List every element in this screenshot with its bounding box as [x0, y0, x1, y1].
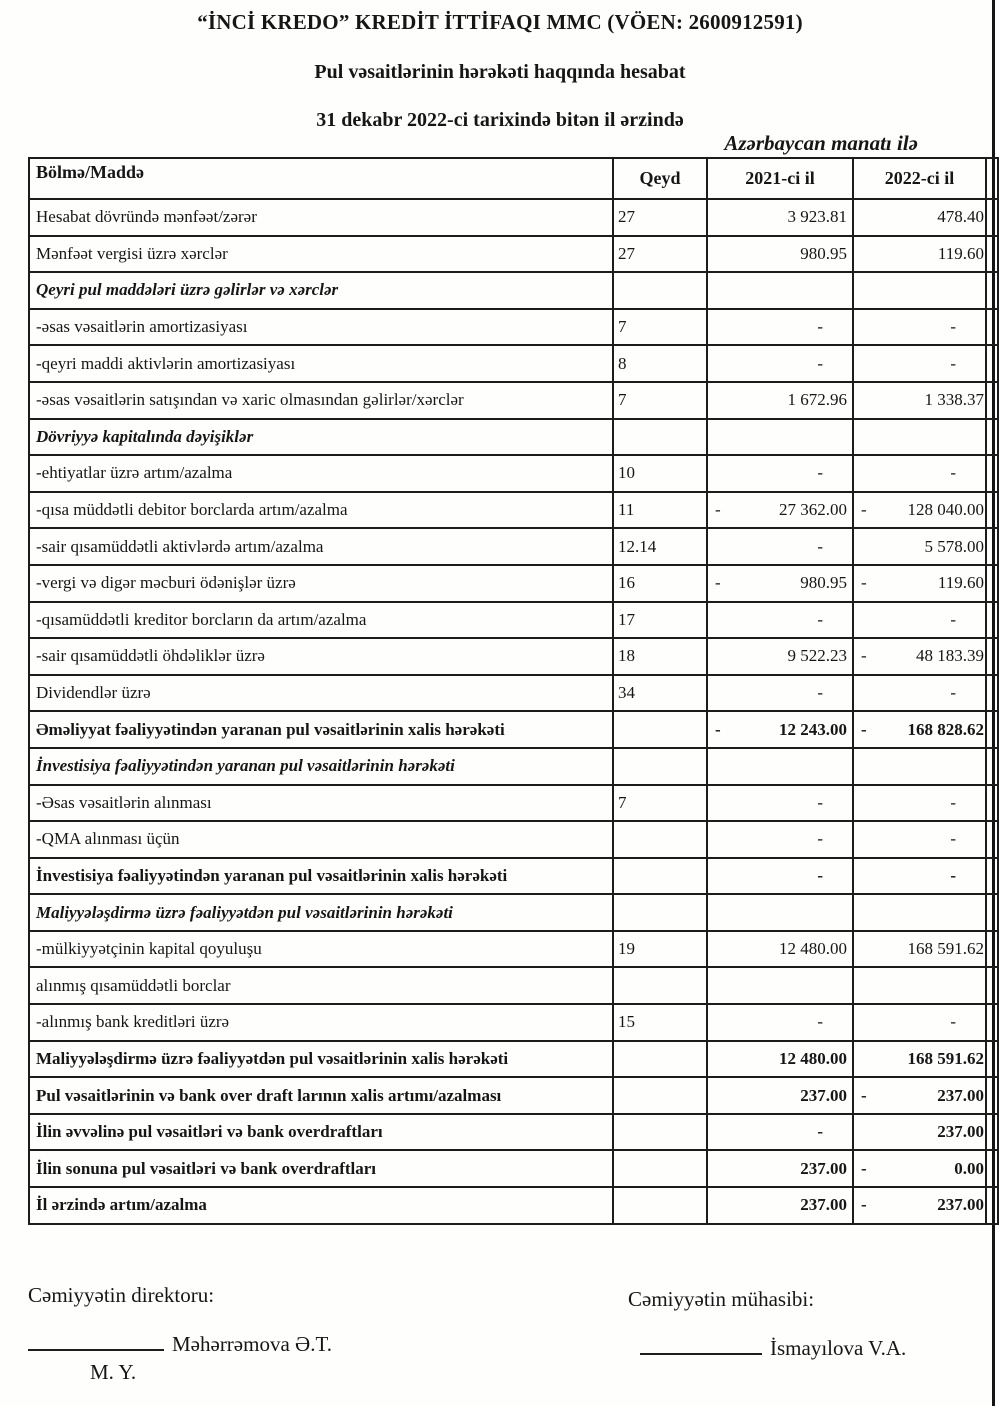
cell-value: 237.00 [800, 1085, 847, 1105]
note-cell: 11 [613, 492, 707, 529]
table-row [29, 967, 998, 1004]
value-2022-cell [853, 1187, 986, 1224]
value-2022-cell [853, 675, 986, 712]
cell-value: - [950, 1012, 956, 1032]
value-2021-cell [707, 858, 853, 895]
note-cell: 19 [613, 931, 707, 968]
director-signature-line [28, 1349, 164, 1351]
scan-sliver-cell [986, 1041, 998, 1078]
negative-sign: - [861, 500, 867, 520]
column-header-2022: 2022-ci il [853, 158, 986, 199]
negative-sign: - [715, 500, 721, 520]
row-label-cell: Qeyri pul maddələri üzrə gəlirlər və xərclər [29, 272, 613, 309]
scan-sliver-cell [986, 382, 998, 419]
value-2022-cell [853, 528, 986, 565]
value-2021-cell [707, 492, 853, 529]
note-cell [613, 858, 707, 895]
value-2022-cell [853, 1077, 986, 1114]
scan-sliver-cell [986, 675, 998, 712]
note-cell: 7 [613, 785, 707, 822]
table-row [29, 711, 998, 748]
table-row [29, 931, 998, 968]
value-2022-cell [853, 419, 986, 456]
row-label-cell: -qısa müddətli debitor borclarda artım/azalma [29, 492, 613, 529]
report-period: 31 dekabr 2022-ci tarixində bitən il ərzində [316, 109, 684, 131]
currency-note: Azərbaycan manatı ilə [724, 131, 918, 155]
note-cell [613, 272, 707, 309]
row-label-cell: -QMA alınması üçün [29, 821, 613, 858]
scan-sliver-cell [986, 967, 998, 1004]
negative-sign: - [861, 573, 867, 593]
row-label-cell: -qısamüddətli kreditor borcların da artım/azalma [29, 602, 613, 639]
value-2022-cell [853, 967, 986, 1004]
row-label-cell: İl ərzində artım/azalma [29, 1187, 613, 1224]
row-label-cell: -əsas vəsaitlərin satışından və xaric olmasından gəlirlər/xərclər [29, 382, 613, 419]
value-2022-cell [853, 345, 986, 382]
column-header-note: Qeyd [613, 158, 707, 199]
value-2022-cell [853, 602, 986, 639]
value-2021-cell [707, 565, 853, 602]
scan-sliver-cell [986, 492, 998, 529]
note-cell: 7 [613, 309, 707, 346]
column-header-section: Bölmə/Maddə [29, 158, 613, 199]
note-cell: 8 [613, 345, 707, 382]
table-row [29, 565, 998, 602]
value-2022-cell [853, 711, 986, 748]
value-2021-cell [707, 1041, 853, 1078]
value-2021-cell [707, 1077, 853, 1114]
note-cell: 10 [613, 455, 707, 492]
scan-sliver-cell [986, 272, 998, 309]
cell-value: - [817, 792, 823, 812]
value-2022-cell [853, 931, 986, 968]
table-row [29, 858, 998, 895]
note-cell [613, 748, 707, 785]
scan-sliver-cell [986, 199, 998, 236]
negative-sign: - [861, 719, 867, 739]
value-2021-cell [707, 1187, 853, 1224]
director-name: Məhərrəmova Ə.T. [172, 1332, 332, 1356]
cell-value: - [817, 463, 823, 483]
cell-value: - [950, 609, 956, 629]
row-label-cell: Hesabat dövründə mənfəət/zərər [29, 199, 613, 236]
note-cell [613, 711, 707, 748]
accountant-signature-line [640, 1353, 762, 1355]
scan-sliver-cell [986, 455, 998, 492]
cell-value: - [817, 609, 823, 629]
cash-flow-table [28, 157, 999, 1225]
cell-value: - [950, 865, 956, 885]
scan-sliver-cell [986, 565, 998, 602]
value-2021-cell [707, 272, 853, 309]
cell-value: 1 338.37 [924, 390, 984, 410]
value-2021-cell [707, 894, 853, 931]
row-label-cell: Maliyyələşdirmə üzrə fəaliyyətdən pul vəsaitlərinin hərəkəti [29, 894, 613, 931]
cell-value: 12 480.00 [779, 1048, 847, 1068]
value-2022-cell [853, 894, 986, 931]
cell-value: - [817, 1012, 823, 1032]
scan-sliver-column [986, 158, 998, 199]
cell-value: - [950, 463, 956, 483]
row-label-cell: -sair qısamüddətli öhdəliklər üzrə [29, 638, 613, 675]
cell-value: 128 040.00 [907, 500, 984, 520]
cell-value: - [817, 317, 823, 337]
value-2022-cell [853, 199, 986, 236]
cell-value: - [817, 829, 823, 849]
cell-value: - [817, 353, 823, 373]
value-2022-cell [853, 748, 986, 785]
cell-value: - [950, 829, 956, 849]
cell-value: - [817, 683, 823, 703]
row-label-cell: -alınmış bank kreditləri üzrə [29, 1004, 613, 1041]
negative-sign: - [861, 1195, 867, 1215]
negative-sign: - [861, 1158, 867, 1178]
table-row [29, 602, 998, 639]
note-cell [613, 419, 707, 456]
cell-value: 168 591.62 [907, 1048, 984, 1068]
value-2022-cell [853, 638, 986, 675]
value-2022-cell [853, 455, 986, 492]
value-2021-cell [707, 1150, 853, 1187]
row-label-cell: -əsas vəsaitlərin amortizasiyası [29, 309, 613, 346]
accountant-label: Cəmiyyətin mühasibi: [628, 1287, 815, 1311]
value-2021-cell [707, 528, 853, 565]
accountant-signature-row [640, 1336, 906, 1361]
table-row [29, 1004, 998, 1041]
cell-value: 12 480.00 [779, 939, 847, 959]
value-2022-cell [853, 1114, 986, 1151]
cell-value: 478.40 [937, 207, 984, 227]
value-2021-cell [707, 382, 853, 419]
value-2022-cell [853, 785, 986, 822]
row-label-cell: Dövriyyə kapitalında dəyişiklər [29, 419, 613, 456]
value-2022-cell [853, 565, 986, 602]
cell-value: 237.00 [937, 1122, 984, 1142]
cell-value: - [817, 865, 823, 885]
note-cell: 16 [613, 565, 707, 602]
cell-value: 0.00 [954, 1158, 984, 1178]
cell-value: 237.00 [800, 1158, 847, 1178]
cell-value: 9 522.23 [787, 646, 847, 666]
value-2021-cell [707, 748, 853, 785]
note-cell [613, 821, 707, 858]
negative-sign: - [715, 719, 721, 739]
cell-value: 237.00 [937, 1085, 984, 1105]
note-cell: 7 [613, 382, 707, 419]
table-row [29, 1041, 998, 1078]
scan-sliver-cell [986, 236, 998, 273]
cell-value: 237.00 [800, 1195, 847, 1215]
row-label-cell: Pul vəsaitlərinin və bank over draft larının xalis artımı/azalması [29, 1077, 613, 1114]
note-cell: 12.14 [613, 528, 707, 565]
cell-value: 1 672.96 [787, 390, 847, 410]
note-cell [613, 1187, 707, 1224]
cell-value: 5 578.00 [924, 536, 984, 556]
note-cell: 15 [613, 1004, 707, 1041]
value-2021-cell [707, 199, 853, 236]
cell-value: 168 828.62 [907, 719, 984, 739]
scan-sliver-cell [986, 1004, 998, 1041]
value-2021-cell [707, 602, 853, 639]
cell-value: - [817, 1122, 823, 1142]
negative-sign: - [715, 573, 721, 593]
table-row [29, 455, 998, 492]
row-label-cell: İlin sonuna pul vəsaitləri və bank overdraftları [29, 1150, 613, 1187]
cell-value: - [950, 792, 956, 812]
scan-sliver-cell [986, 1150, 998, 1187]
row-label-cell: Mənfəət vergisi üzrə xərclər [29, 236, 613, 273]
scan-sliver-cell [986, 419, 998, 456]
table-row [29, 1150, 998, 1187]
table-row [29, 236, 998, 273]
value-2022-cell [853, 382, 986, 419]
cell-value: 12 243.00 [779, 719, 847, 739]
row-label-cell: -Əsas vəsaitlərin alınması [29, 785, 613, 822]
scan-sliver-cell [986, 894, 998, 931]
table-row [29, 1114, 998, 1151]
cell-value: 980.95 [800, 573, 847, 593]
value-2022-cell [853, 492, 986, 529]
cell-value: 119.60 [937, 573, 984, 593]
row-label-cell: İnvestisiya fəaliyyətindən yaranan pul vəsaitlərinin hərəkəti [29, 748, 613, 785]
value-2022-cell [853, 858, 986, 895]
row-label-cell: Dividendlər üzrə [29, 675, 613, 712]
value-2021-cell [707, 931, 853, 968]
note-cell [613, 1114, 707, 1151]
note-cell [613, 1077, 707, 1114]
scan-sliver-cell [986, 1077, 998, 1114]
negative-sign: - [861, 646, 867, 666]
table-row [29, 894, 998, 931]
value-2021-cell [707, 309, 853, 346]
cell-value: - [950, 353, 956, 373]
stamp-placeholder: M. Y. [90, 1360, 137, 1384]
table-row [29, 675, 998, 712]
table-header-row [29, 158, 998, 199]
value-2021-cell [707, 821, 853, 858]
table-row [29, 785, 998, 822]
scan-sliver-cell [986, 1114, 998, 1151]
scan-sliver-cell [986, 1187, 998, 1224]
table-row [29, 748, 998, 785]
row-label-cell: İlin əvvəlinə pul vəsaitləri və bank overdraftları [29, 1114, 613, 1151]
scan-sliver-cell [986, 858, 998, 895]
value-2021-cell [707, 345, 853, 382]
cell-value: - [817, 536, 823, 556]
value-2021-cell [707, 1114, 853, 1151]
row-label-cell: -sair qısamüddətli aktivlərdə artım/azalma [29, 528, 613, 565]
table-row [29, 309, 998, 346]
table-row [29, 272, 998, 309]
scan-sliver-cell [986, 931, 998, 968]
row-label-cell: Əməliyyat fəaliyyətindən yaranan pul vəsaitlərinin xalis hərəkəti [29, 711, 613, 748]
value-2021-cell [707, 455, 853, 492]
scan-sliver-cell [986, 821, 998, 858]
cell-value: 237.00 [937, 1195, 984, 1215]
row-label-cell: Maliyyələşdirmə üzrə fəaliyyətdən pul vəsaitlərinin xalis hərəkəti [29, 1041, 613, 1078]
value-2022-cell [853, 272, 986, 309]
note-cell [613, 1150, 707, 1187]
negative-sign: - [861, 1085, 867, 1105]
value-2021-cell [707, 675, 853, 712]
scan-sliver-cell [986, 345, 998, 382]
scan-sliver-cell [986, 638, 998, 675]
cell-value: 119.60 [937, 243, 984, 263]
director-label: Cəmiyyətin direktoru: [28, 1283, 215, 1307]
value-2022-cell [853, 1041, 986, 1078]
note-cell: 27 [613, 199, 707, 236]
scan-sliver-cell [986, 309, 998, 346]
cell-value: 48 183.39 [916, 646, 984, 666]
row-label-cell: -vergi və digər məcburi ödənişlər üzrə [29, 565, 613, 602]
note-cell: 34 [613, 675, 707, 712]
cell-value: - [950, 317, 956, 337]
value-2022-cell [853, 1004, 986, 1041]
report-subtitle: Pul vəsaitlərinin hərəkəti haqqında hesabat [314, 61, 686, 83]
row-label-cell: -mülkiyyətçinin kapital qoyuluşu [29, 931, 613, 968]
table-row [29, 638, 998, 675]
note-cell [613, 967, 707, 1004]
director-signature-row [28, 1332, 332, 1357]
value-2022-cell [853, 309, 986, 346]
row-label-cell: -qeyri maddi aktivlərin amortizasiyası [29, 345, 613, 382]
table-row [29, 345, 998, 382]
accountant-name: İsmayılova V.A. [770, 1336, 907, 1360]
column-header-2021: 2021-ci il [707, 158, 853, 199]
note-cell: 17 [613, 602, 707, 639]
cell-value: 980.95 [800, 243, 847, 263]
scan-sliver-cell [986, 711, 998, 748]
page-title: “İNCİ KREDO” KREDİT İTTİFAQI MMC (VÖEN: 2600912591) [197, 10, 803, 34]
scan-sliver-cell [986, 528, 998, 565]
value-2022-cell [853, 236, 986, 273]
cell-value: 3 923.81 [787, 207, 847, 227]
value-2021-cell [707, 711, 853, 748]
note-cell [613, 894, 707, 931]
value-2022-cell [853, 821, 986, 858]
value-2021-cell [707, 1004, 853, 1041]
note-cell: 27 [613, 236, 707, 273]
row-label-cell: -ehtiyatlar üzrə artım/azalma [29, 455, 613, 492]
cell-value: - [950, 683, 956, 703]
table-row [29, 821, 998, 858]
scan-sliver-cell [986, 602, 998, 639]
note-cell [613, 1041, 707, 1078]
table-row [29, 1187, 998, 1224]
value-2021-cell [707, 638, 853, 675]
table-row [29, 382, 998, 419]
cell-value: 168 591.62 [907, 939, 984, 959]
value-2021-cell [707, 236, 853, 273]
value-2021-cell [707, 785, 853, 822]
scan-sliver-cell [986, 748, 998, 785]
table-row [29, 492, 998, 529]
scan-sliver-cell [986, 785, 998, 822]
row-label-cell: İnvestisiya fəaliyyətindən yaranan pul vəsaitlərinin xalis hərəkəti [29, 858, 613, 895]
note-cell: 18 [613, 638, 707, 675]
cell-value: 27 362.00 [779, 500, 847, 520]
value-2021-cell [707, 967, 853, 1004]
table-row [29, 419, 998, 456]
table-row [29, 1077, 998, 1114]
table-row [29, 199, 998, 236]
value-2022-cell [853, 1150, 986, 1187]
table-row [29, 528, 998, 565]
value-2021-cell [707, 419, 853, 456]
row-label-cell: alınmış qısamüddətli borclar [29, 967, 613, 1004]
